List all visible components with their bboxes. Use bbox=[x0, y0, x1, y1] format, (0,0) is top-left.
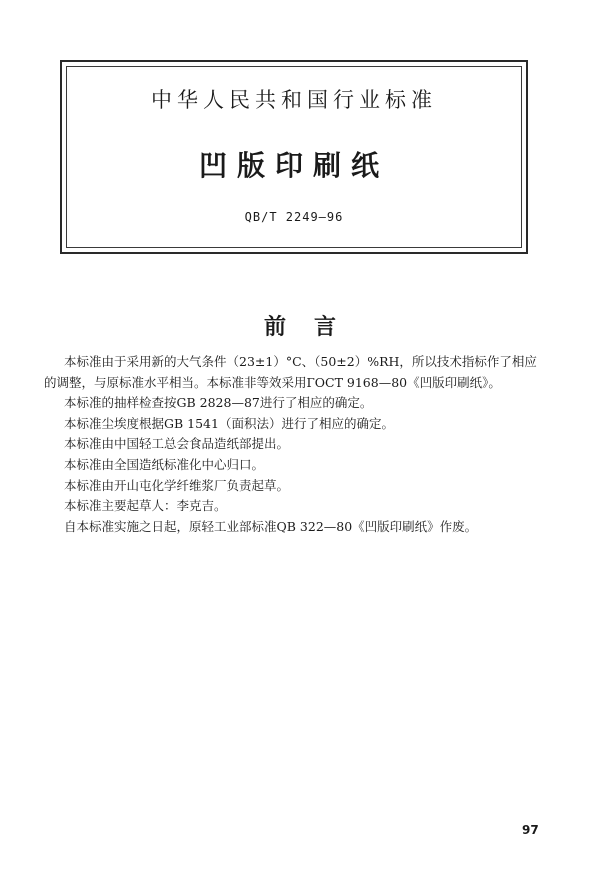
preface-line: 本标准主要起草人：李克吉。 bbox=[64, 498, 227, 514]
standard-header-frame bbox=[60, 60, 528, 254]
preface-body bbox=[44, 352, 552, 537]
standard-code: QB/T 2249—96 bbox=[244, 210, 344, 224]
preface-line: 自本标准实施之日起，原轻工业部标准QB 322—80《凹版印刷纸》作废。 bbox=[64, 518, 478, 534]
document-title: 凹版印刷纸 bbox=[198, 149, 389, 182]
preface-heading: 前言 bbox=[263, 315, 364, 340]
preface-line: 本标准由中国轻工总会食品造纸部提出。 bbox=[64, 436, 290, 452]
page-number: 97 bbox=[522, 823, 539, 837]
preface-line: 本标准由于采用新的大气条件（23±1）°C、（50±2）%RH，所以技术指标作了相应 bbox=[64, 354, 537, 369]
preface-line: 本标准尘埃度根据GB 1541（面积法）进行了相应的确定。 bbox=[64, 415, 394, 431]
preface-line: 的调整，与原标准水平相当。本标准非等效采用ГОСТ 9168—80《凹版印刷纸》。 bbox=[44, 374, 501, 390]
preface-line: 本标准的抽样检查按GB 2828—87进行了相应的确定。 bbox=[64, 395, 373, 411]
standard-organization: 中华人民共和国行业标准 bbox=[151, 88, 437, 112]
preface-line: 本标准由开山屯化学纤维浆厂负责起草。 bbox=[64, 477, 290, 493]
preface-line: 本标准由全国造纸标准化中心归口。 bbox=[64, 456, 265, 472]
